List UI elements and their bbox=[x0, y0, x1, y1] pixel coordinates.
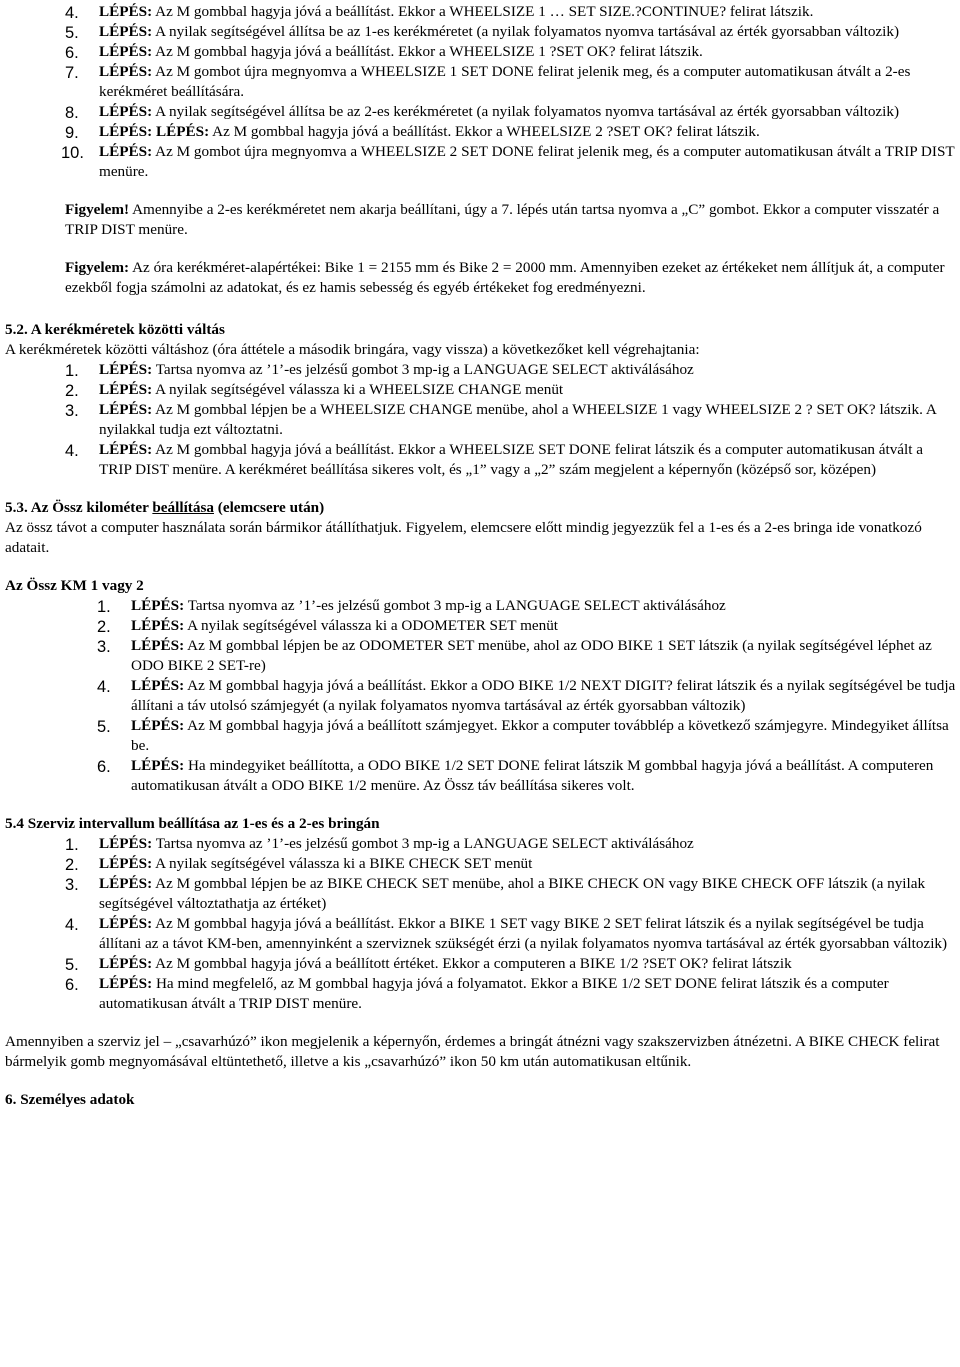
step-number: 5. bbox=[65, 24, 79, 42]
step-number: 4. bbox=[97, 678, 111, 696]
step-item bbox=[5, 676, 957, 716]
step-lead: LÉPÉS: bbox=[99, 43, 153, 60]
note-text: Amennyibe a 2-es kerékméretet nem akarja beállítani, úgy a 7. lépés után tartsa nyomva a „C” gombot. Ekkor a computer visszatér a TRIP DIST menüre. bbox=[65, 201, 940, 238]
step-lead: LÉPÉS: bbox=[99, 401, 153, 418]
step-item bbox=[5, 596, 957, 616]
note-text: Az óra kerékméret-alapértékei: Bike 1 = 2155 mm és Bike 2 = 2000 mm. Amennyiben ezeket az értékeket nem állítjuk át, a computer ezekből fogja számolni az adatokat, és ez hamis sebesség és egyéb értékeket fog eredményezni. bbox=[65, 259, 945, 296]
step-number: 3. bbox=[65, 876, 79, 894]
step-item bbox=[5, 440, 957, 480]
step-item bbox=[5, 2, 957, 22]
section-heading: 5.2. A kerékméretek közötti váltás bbox=[5, 321, 225, 338]
step-number: 3. bbox=[97, 638, 111, 656]
step-lead: LÉPÉS: bbox=[99, 381, 153, 398]
step-text: Ha mind megfelelő, az M gombbal hagyja jóvá a folyamatot. Ekkor a BIKE 1/2 SET DONE felirat látszik és a computer automatikusan átvált a TRIP DIST menüre. bbox=[99, 975, 889, 1012]
step-item bbox=[5, 380, 957, 400]
step-number: 7. bbox=[65, 64, 79, 82]
step-lead: LÉPÉS: bbox=[99, 3, 153, 20]
step-text: A nyilak segítségével válassza ki a ODOMETER SET menüt bbox=[184, 617, 559, 634]
step-item bbox=[5, 102, 957, 122]
step-lead: LÉPÉS: bbox=[99, 23, 153, 40]
step-item bbox=[5, 954, 957, 974]
step-lead: LÉPÉS: bbox=[99, 875, 153, 892]
heading-part: 5.3. Az Össz kilométer bbox=[5, 499, 153, 516]
step-item bbox=[5, 142, 957, 182]
wheelsize-steps-list bbox=[5, 2, 957, 182]
step-text: Az M gombbal hagyja jóvá a beállítást. Ekkor a WHEELSIZE 1 … SET SIZE.?CONTINUE? felirat látszik. bbox=[152, 3, 814, 20]
odometer-steps bbox=[5, 596, 957, 796]
section-heading: 5.4 Szerviz intervallum beállítása az 1-es és a 2-es bringán bbox=[5, 815, 380, 832]
step-lead: LÉPÉS: bbox=[99, 975, 153, 992]
step-text: Az M gombbal hagyja jóvá a beállított értéket. Ekkor a computeren a BIKE 1/2 ?SET OK? felirat látszik bbox=[152, 955, 792, 972]
step-number: 4. bbox=[65, 442, 79, 460]
step-number: 6. bbox=[65, 976, 79, 994]
step-number: 10. bbox=[61, 144, 84, 162]
step-text: Az M gombot újra megnyomva a WHEELSIZE 1 SET DONE felirat jelenik meg, és a computer automatikusan átvált a 2-es kerékméret beállítására. bbox=[99, 63, 911, 100]
step-number: 2. bbox=[65, 856, 79, 874]
step-number: 8. bbox=[65, 104, 79, 122]
step-number: 5. bbox=[65, 956, 79, 974]
step-item bbox=[5, 756, 957, 796]
section-heading: 6. Személyes adatok bbox=[5, 1091, 135, 1108]
step-lead: LÉPÉS: bbox=[131, 617, 185, 634]
step-lead: LÉPÉS: bbox=[99, 441, 153, 458]
step-lead: LÉPÉS: LÉPÉS: bbox=[99, 123, 210, 140]
step-lead: LÉPÉS: bbox=[131, 717, 185, 734]
section-heading bbox=[5, 498, 957, 518]
step-item bbox=[5, 716, 957, 756]
step-item bbox=[5, 360, 957, 380]
step-item bbox=[5, 42, 957, 62]
note-lead: Figyelem: bbox=[65, 259, 130, 276]
step-item bbox=[5, 854, 957, 874]
step-lead: LÉPÉS: bbox=[99, 361, 153, 378]
step-item bbox=[5, 22, 957, 42]
step-text: Ha mindegyiket beállította, a ODO BIKE 1/2 SET DONE felirat látszik M gombbal hagyja jóvá a beállítást. A computeren automatikusan átvált a ODO BIKE 1/2 menüre. Az Össz táv beállítása sikeres volt. bbox=[131, 757, 934, 794]
step-item bbox=[5, 834, 957, 854]
step-text: Az M gombbal lépjen be az ODOMETER SET menübe, ahol az ODO BIKE 1 SET látszik (a nyilak segítségével léphet az ODO BIKE 2 SET-re) bbox=[131, 637, 932, 674]
step-item bbox=[5, 974, 957, 1014]
step-number: 4. bbox=[65, 4, 79, 22]
step-text: Az M gombbal lépjen be az BIKE CHECK SET menübe, ahol a BIKE CHECK ON vagy BIKE CHECK OFF látszik (a nyilak segítségével változtathatja az értéket) bbox=[99, 875, 926, 912]
step-lead: LÉPÉS: bbox=[99, 835, 153, 852]
heading-part: beállítása bbox=[152, 499, 214, 516]
step-number: 1. bbox=[97, 598, 111, 616]
step-text: Az M gombbal hagyja jóvá a beállítást. Ekkor a BIKE 1 SET vagy BIKE 2 SET felirat látszik és a nyilak segítségével be tudja állítani az a távot KM-ben, amennyinként a szerviznek szükségét érzi (a nyilak folyamatos nyomva tartásával az érték gyorsabban változik) bbox=[99, 915, 948, 952]
step-item bbox=[5, 874, 957, 914]
step-text: Az M gombbal hagyja jóvá a beállítást. Ekkor a WHEELSIZE 2 ?SET OK? felirat látszik. bbox=[209, 123, 760, 140]
step-text: Az M gombbal hagyja jóvá a beállítást. Ekkor a ODO BIKE 1/2 NEXT DIGIT? felirat látszik és a nyilak segítségével be tudja állítani a táv utolsó számjegyét (a nyilak folyamatos nyomva tartásával az érték gyorsabban változik) bbox=[131, 677, 956, 714]
step-lead: LÉPÉS: bbox=[131, 637, 185, 654]
section-intro: A kerékméretek közötti váltáshoz (óra áttétele a második bringára, vagy vissza) a következőket kell végrehajtania: bbox=[5, 341, 700, 358]
step-lead: LÉPÉS: bbox=[99, 103, 153, 120]
step-text: Tartsa nyomva az ’1’-es jelzésű gombot 3 mp-ig a LANGUAGE SELECT aktiválásához bbox=[152, 361, 694, 378]
step-text: A nyilak segítségével válassza ki a WHEELSIZE CHANGE menüt bbox=[152, 381, 564, 398]
warning-note bbox=[5, 258, 957, 298]
step-text: Az M gombbal hagyja jóvá a beállítást. Ekkor a WHEELSIZE 1 ?SET OK? felirat látszik. bbox=[152, 43, 703, 60]
step-number: 2. bbox=[65, 382, 79, 400]
step-lead: LÉPÉS: bbox=[131, 757, 185, 774]
step-number: 1. bbox=[65, 362, 79, 380]
step-number: 9. bbox=[65, 124, 79, 142]
step-item bbox=[5, 62, 957, 102]
step-lead: LÉPÉS: bbox=[99, 955, 153, 972]
step-lead: LÉPÉS: bbox=[131, 597, 185, 614]
wheelsize-change-steps bbox=[5, 360, 957, 480]
step-number: 1. bbox=[65, 836, 79, 854]
step-item bbox=[5, 616, 957, 636]
step-item bbox=[5, 400, 957, 440]
step-lead: LÉPÉS: bbox=[99, 63, 153, 80]
step-item bbox=[5, 914, 957, 954]
bike-check-steps bbox=[5, 834, 957, 1014]
note-lead: Figyelem! bbox=[65, 201, 130, 218]
section-intro: Az össz távot a computer használata során bármikor átállíthatjuk. Figyelem, elemcsere előtt mindig jegyezzük fel a 1-es és a 2-es bringa ide vonatkozó adatait. bbox=[5, 519, 922, 556]
step-number: 2. bbox=[97, 618, 111, 636]
closing-paragraph: Amennyiben a szerviz jel – „csavarhúzó” ikon megjelenik a képernyőn, érdemes a bringát átnézni vagy szakszervizben átnézetni. A BIKE CHECK felirat bármelyik gomb megnyomásával eltüntethető, illetve a kis „csavarhúzó” ikon 50 km után automatikusan eltűnik. bbox=[5, 1033, 940, 1070]
heading-part: (elemcsere után) bbox=[213, 499, 325, 516]
step-number: 6. bbox=[65, 44, 79, 62]
step-number: 4. bbox=[65, 916, 79, 934]
document-page bbox=[5, 2, 957, 1110]
warning-note bbox=[5, 200, 957, 240]
step-number: 5. bbox=[97, 718, 111, 736]
step-lead: LÉPÉS: bbox=[131, 677, 185, 694]
step-lead: LÉPÉS: bbox=[99, 143, 153, 160]
step-number: 6. bbox=[97, 758, 111, 776]
step-number: 3. bbox=[65, 402, 79, 420]
step-text: A nyilak segítségével válassza ki a BIKE CHECK SET menüt bbox=[152, 855, 533, 872]
step-lead: LÉPÉS: bbox=[99, 855, 153, 872]
subsection-heading: Az Össz KM 1 vagy 2 bbox=[5, 577, 144, 594]
step-text: A nyilak segítségével állítsa be az 1-es kerékméretet (a nyilak folyamatos nyomva tartásával az érték gyorsabban változik) bbox=[152, 23, 900, 40]
step-item bbox=[5, 636, 957, 676]
step-text: Az M gombot újra megnyomva a WHEELSIZE 2 SET DONE felirat jelenik meg, és a computer automatikusan átvált a TRIP DIST menüre. bbox=[99, 143, 955, 180]
step-text: Tartsa nyomva az ’1’-es jelzésű gombot 3 mp-ig a LANGUAGE SELECT aktiválásához bbox=[152, 835, 694, 852]
step-lead: LÉPÉS: bbox=[99, 915, 153, 932]
step-text: Az M gombbal lépjen be a WHEELSIZE CHANGE menübe, ahol a WHEELSIZE 1 vagy WHEELSIZE 2 ? SET OK? látszik. A nyilakkal tudja ezt változtatni. bbox=[99, 401, 936, 438]
step-text: Az M gombbal hagyja jóvá a beállítást. Ekkor a WHEELSIZE SET DONE felirat látszik és a computer automatikusan átvált a TRIP DIST menüre. A kerékméret beállítása sikeres volt, és „1” vagy a „2” szám megjelent a képernyőn (középső sor, középen) bbox=[99, 441, 924, 478]
step-text: Tartsa nyomva az ’1’-es jelzésű gombot 3 mp-ig a LANGUAGE SELECT aktiválásához bbox=[184, 597, 726, 614]
step-text: Az M gombbal hagyja jóvá a beállított számjegyet. Ekkor a computer továbblép a következő számjegyre. Mindegyiket állítsa be. bbox=[131, 717, 949, 754]
step-text: A nyilak segítségével állítsa be az 2-es kerékméretet (a nyilak folyamatos nyomva tartásával az érték gyorsabban változik) bbox=[152, 103, 900, 120]
step-item bbox=[5, 122, 957, 142]
